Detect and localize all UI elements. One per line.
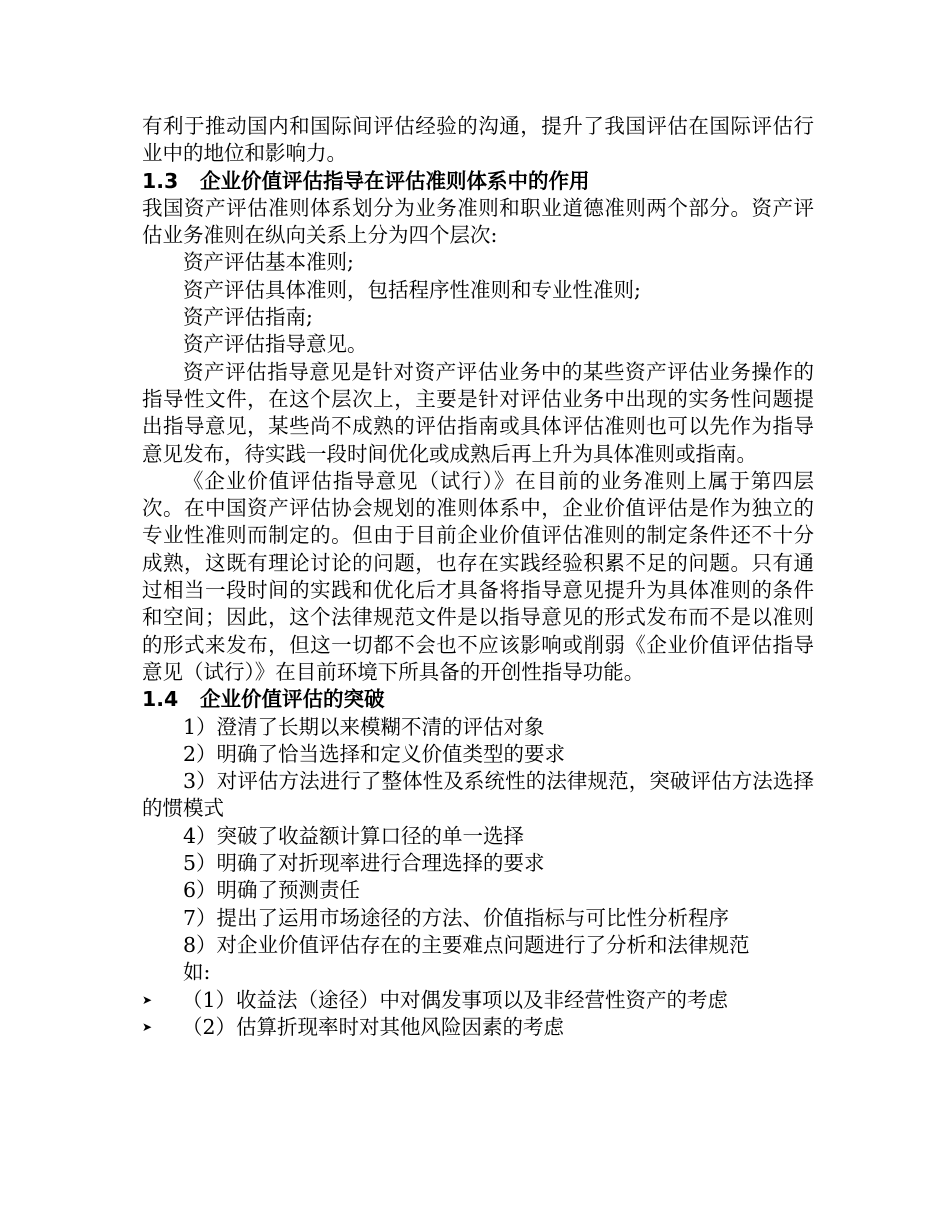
breakthrough-item: 1）澄清了长期以来模糊不清的评估对象 [183, 714, 545, 739]
breakthrough-item: 2）明确了恰当选择和定义价值类型的要求 [183, 741, 566, 766]
examples-intro: 如: [183, 960, 211, 985]
example-bullet-item [142, 1014, 814, 1041]
intro-paragraph: 有利于推动国内和国际间评估经验的沟通，提升了我国评估在国际评估行业中的地位和影响力。 [142, 114, 814, 166]
breakthrough-item: 7）提出了运用市场途径的方法、价值指标与可比性分析程序 [183, 905, 730, 930]
example-text: （1）收益法（途径）中对偶发事项以及非经营性资产的考虑 [182, 987, 729, 1012]
section-heading-1-3 [142, 168, 814, 195]
section-title: 企业价值评估指导在评估准则体系中的作用 [200, 168, 590, 193]
section-number: 1.3 [142, 168, 179, 193]
guidance-paragraph: 资产评估指导意见是针对资产评估业务中的某些资产评估业务操作的指导性文件，在这个层次上，主要是针对评估业务中出现的实务性问题提出指导意见，某些尚不成熟的评估指南或具体评估准则也可以先作为指导意见发布，待实践一段时间优化或成熟后再上升为具体准则或指南。 [142, 359, 814, 466]
example-bullet-item [142, 987, 814, 1014]
level-item: 资产评估基本准则; [183, 250, 354, 275]
section-title: 企业价值评估的突破 [200, 687, 385, 712]
trial-paragraph: 《企业价值评估指导意见（试行）》在目前的业务准则上属于第四层次。在中国资产评估协会规划的准则体系中，企业价值评估是作为独立的专业性准则而制定的。但由于目前企业价值评估准则的制定条件还不十分成熟，这既有理论讨论的问题，也存在实践经验积累不足的问题。只有通过相当一段时间的实践和优化后才具备将指导意见提升为具体准则的条件和空间；因此，这个法律规范文件是以指导意见的形式发布而不是以准则的形式来发布，但这一切都不会也不应该影响或削弱《企业价值评估指导意见（试行）》在目前环境下所具备的开创性指导功能。 [142, 468, 814, 684]
example-text: （2）估算折现率时对其他风险因素的考虑 [182, 1014, 565, 1039]
standards-system-paragraph: 我国资产评估准则体系划分为业务准则和职业道德准则两个部分。资产评估业务准则在纵向关系上分为四个层次: [142, 195, 814, 248]
breakthrough-item: 5）明确了对折现率进行合理选择的要求 [183, 851, 545, 876]
arrowhead-bullet-icon: ➤ [142, 992, 153, 1007]
level-item: 资产评估指导意见。 [183, 332, 368, 357]
arrowhead-bullet-icon: ➤ [142, 1019, 153, 1034]
breakthrough-item: 3）对评估方法进行了整体性及系统性的法律规范，突破评估方法选择的惯模式 [142, 769, 814, 821]
breakthrough-item: 6）明确了预测责任 [183, 878, 361, 903]
document-page [142, 113, 814, 1041]
breakthrough-item: 8）对企业价值评估存在的主要难点问题进行了分析和法律规范 [183, 932, 750, 957]
section-heading-1-4 [142, 686, 814, 713]
level-item: 资产评估具体准则，包括程序性准则和专业性准则; [183, 277, 641, 302]
section-number: 1.4 [142, 687, 179, 712]
level-item: 资产评估指南; [183, 305, 313, 330]
breakthrough-item: 4）突破了收益额计算口径的单一选择 [183, 823, 525, 848]
